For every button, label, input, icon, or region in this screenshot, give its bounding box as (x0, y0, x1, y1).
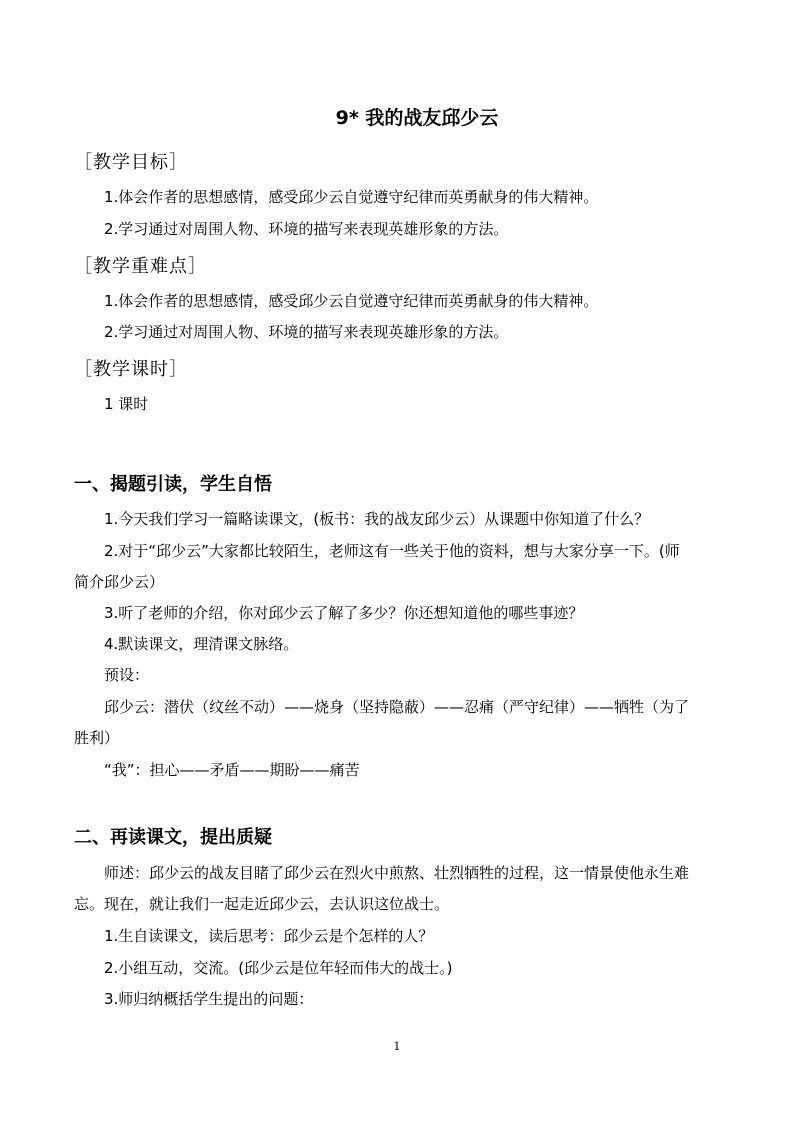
part1-line: 3.听了老师的介绍，你对邱少云了解了多少？你还想知道他的哪些事迹？ (104, 604, 584, 622)
part1-line: 4.默读课文，理清课文脉络。 (104, 635, 299, 653)
page-number: 1 (393, 1040, 401, 1053)
part2-heading: 二、再读课文，提出质疑 (74, 827, 272, 848)
objectives-heading: ［教学目标］ (74, 152, 188, 173)
part1-line: 1.今天我们学习一篇略读课文，(板书：我的战友邱少云）从课题中你知道了什么？ (104, 510, 650, 528)
part2-line: 2.小组互动，交流。(邱少云是位年轻而伟大的战士。) (104, 959, 453, 977)
part2-line: 1.生自读课文，读后思考：邱少云是个怎样的人？ (104, 927, 434, 945)
part1-heading: 一、揭题引读，学生自悟 (74, 474, 272, 495)
part2-line: 师述：邱少云的战友目睹了邱少云在烈火中煎熬、壮烈牺牲的过程，这一情景使他永生难 (104, 864, 690, 882)
part1-line: 2.对于“邱少云”大家都比较陌生，老师这有一些关于他的资料，想与大家分享一下。(师 (104, 542, 680, 560)
part2-line: 3.师归纳概括学生提出的问题： (104, 990, 314, 1008)
key-points-heading: ［教学重难点］ (74, 256, 207, 277)
key-point-item: 1.体会作者的思想感情，感受邱少云自觉遵守纪律而英勇献身的伟大精神。 (104, 292, 599, 310)
objective-item: 2.学习通过对周围人物、环境的描写来表现英雄形象的方法。 (104, 220, 509, 238)
part1-line: 预设： (104, 666, 150, 684)
part1-line: 邱少云：潜伏（纹丝不动）——烧身（坚持隐蔽）——忍痛（严守纪律）——牺牲（为了 (104, 698, 690, 716)
objective-item: 1.体会作者的思想感情，感受邱少云自觉遵守纪律而英勇献身的伟大精神。 (104, 188, 599, 206)
hours-value: 1 课时 (104, 395, 149, 413)
key-point-item: 2.学习通过对周围人物、环境的描写来表现英雄形象的方法。 (104, 323, 509, 341)
hours-heading: ［教学课时］ (74, 359, 188, 380)
part1-line: “我”：担心——矛盾——期盼——痛苦 (104, 761, 360, 779)
part1-line: 简介邱少云） (74, 573, 165, 591)
part2-line: 忘。现在，就让我们一起走近邱少云，去认识这位战士。 (74, 895, 450, 913)
part1-line: 胜利） (74, 729, 120, 747)
document-title: 9* 我的战友邱少云 (335, 107, 499, 129)
